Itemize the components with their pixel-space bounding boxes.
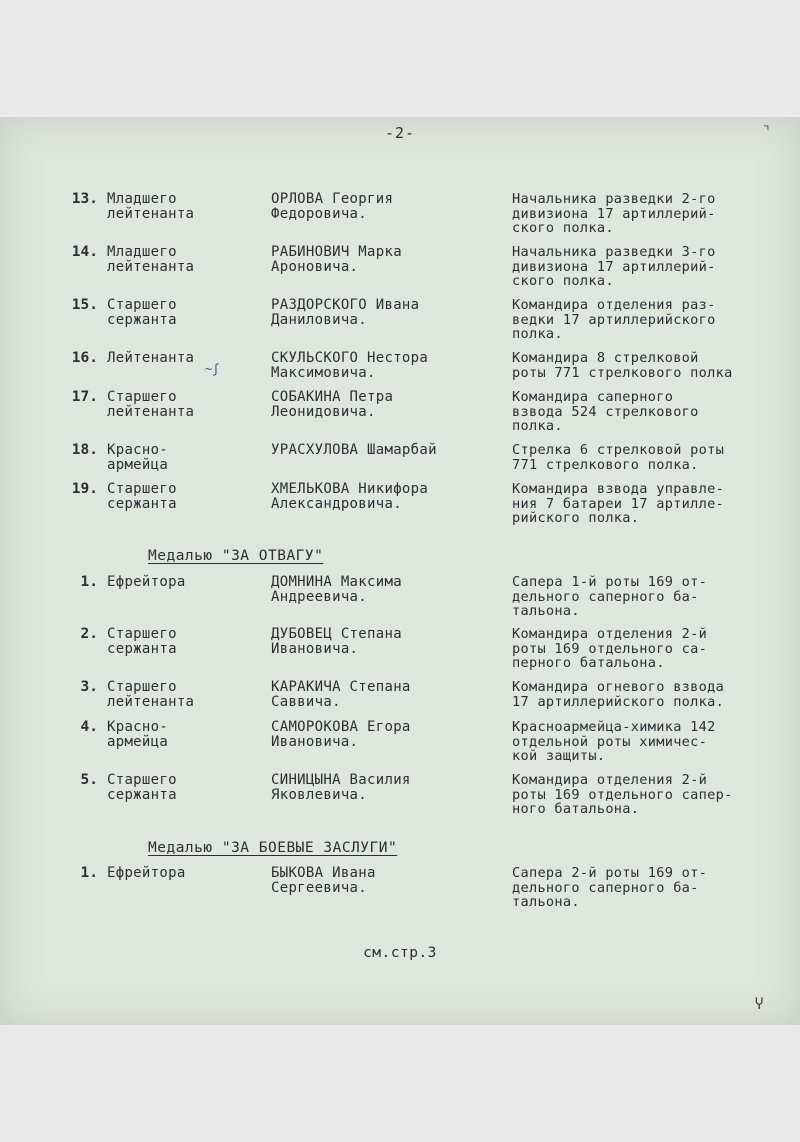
entry-rank: Ефрейтора (107, 865, 186, 881)
entry-name: УРАСХУЛОВА Шамарбай (271, 442, 437, 458)
entry-position: Командира отделения 2-й роты 169 отдельного са- перного батальона. (512, 626, 708, 671)
entry-name: САМОРОКОВА Егора Ивановича. (271, 719, 411, 750)
section-heading-combat-merit-medal: Медалью "ЗА БОЕВЫЕ ЗАСЛУГИ" (148, 840, 398, 856)
entry-name: РАБИНОВИЧ Марка Ароновича. (271, 244, 402, 275)
document-page (0, 117, 800, 1025)
entry-number: 3. (80, 679, 98, 695)
entry-name: БЫКОВА Ивана Сергеевича. (271, 865, 376, 896)
entry-position: Командира взвода управле- ния 7 батареи 17 артилле- рийского полка. (512, 481, 725, 526)
list-item (0, 192, 800, 244)
list-item (0, 627, 800, 679)
entry-rank: Старшего сержанта (107, 481, 177, 512)
entry-position: Сапера 1-й роты 169 от- дельного саперного ба- тальона. (512, 574, 708, 619)
entry-number: 14. (71, 244, 98, 260)
entry-number: 2. (80, 626, 98, 642)
entry-number: 5. (80, 772, 98, 788)
entry-rank: Лейтенанта (107, 350, 195, 366)
entry-number: 18. (71, 442, 98, 458)
list-item (0, 298, 800, 350)
entry-rank: Старшего сержанта (107, 626, 177, 657)
list-item (0, 773, 800, 825)
entry-rank: Младшего лейтенанта (107, 191, 195, 222)
entry-position: Командира саперного взвода 524 стрелкового полка. (512, 389, 699, 434)
entry-number: 19. (71, 481, 98, 497)
entry-number: 16. (71, 350, 98, 366)
entry-name: ХМЕЛЬКОВА Никифора Александровича. (271, 481, 429, 512)
entry-position: Командира отделения раз- ведки 17 артиллерийского полка. (512, 297, 716, 342)
entry-name: РАЗДОРСКОГО Ивана Даниловича. (271, 297, 420, 328)
entry-name: СИНИЦЫНА Василия Яковлевича. (271, 772, 411, 803)
corner-mark-bottom: Ⴤ (755, 997, 764, 1013)
entry-rank: Младшего лейтенанта (107, 244, 195, 275)
entry-position: Сапера 2-й роты 169 от- дельного саперного ба- тальона. (512, 865, 708, 910)
list-item (0, 482, 800, 534)
entry-name: КАРАКИЧА Степана Саввича. (271, 679, 411, 710)
list-item (0, 245, 800, 297)
entry-name: СОБАКИНА Петра Леонидовича. (271, 389, 394, 420)
pen-mark: ~ʃ (205, 362, 220, 376)
entry-rank: Ефрейтора (107, 574, 186, 590)
entry-position: Начальника разведки 3-го дивизиона 17 артиллерий- ского полка. (512, 244, 716, 289)
entry-name: СКУЛЬСКОГО Нестора Максимовича. (271, 350, 429, 381)
entry-number: 13. (71, 191, 98, 207)
entry-rank: Старшего лейтенанта (107, 389, 195, 420)
list-item (0, 575, 800, 627)
entry-position: Стрелка 6 стрелковой роты 771 стрелкового полка. (512, 442, 725, 473)
entry-name: ОРЛОВА Георгия Федоровича. (271, 191, 394, 222)
list-item (0, 390, 800, 442)
entry-position: Начальника разведки 2-го дивизиона 17 артиллерий- ского полка. (512, 191, 716, 236)
entry-number: 1. (80, 865, 98, 881)
entry-number: 1. (80, 574, 98, 590)
entry-rank: Красно- армейца (107, 719, 169, 750)
entry-rank: Старшего сержанта (107, 772, 177, 803)
entry-position: Красноармейца-химика 142 отдельной роты химичес- кой защиты. (512, 719, 716, 764)
entry-name: ДОМНИНА Максима Андреевича. (271, 574, 402, 605)
entry-position: Командира отделения 2-й роты 169 отдельного сапер- ного батальона. (512, 772, 733, 817)
continuation-note: см.стр.3 (363, 945, 437, 961)
list-item (0, 720, 800, 772)
entry-position: Командира огневого взвода 17 артиллерийского полка. (512, 679, 725, 710)
entry-rank: Красно- армейца (107, 442, 169, 473)
entry-number: 17. (71, 389, 98, 405)
list-item (0, 866, 800, 918)
entry-rank: Старшего лейтенанта (107, 679, 195, 710)
corner-mark: ⌝ (762, 123, 771, 139)
entry-number: 15. (71, 297, 98, 313)
page-number: -2- (384, 124, 416, 142)
entry-position: Командира 8 стрелковой роты 771 стрелкового полка (512, 350, 733, 381)
entry-rank: Старшего сержанта (107, 297, 177, 328)
entry-name: ДУБОВЕЦ Степана Ивановича. (271, 626, 402, 657)
section-heading-courage-medal: Медалью "ЗА ОТВАГУ" (148, 548, 324, 564)
entry-number: 4. (80, 719, 98, 735)
